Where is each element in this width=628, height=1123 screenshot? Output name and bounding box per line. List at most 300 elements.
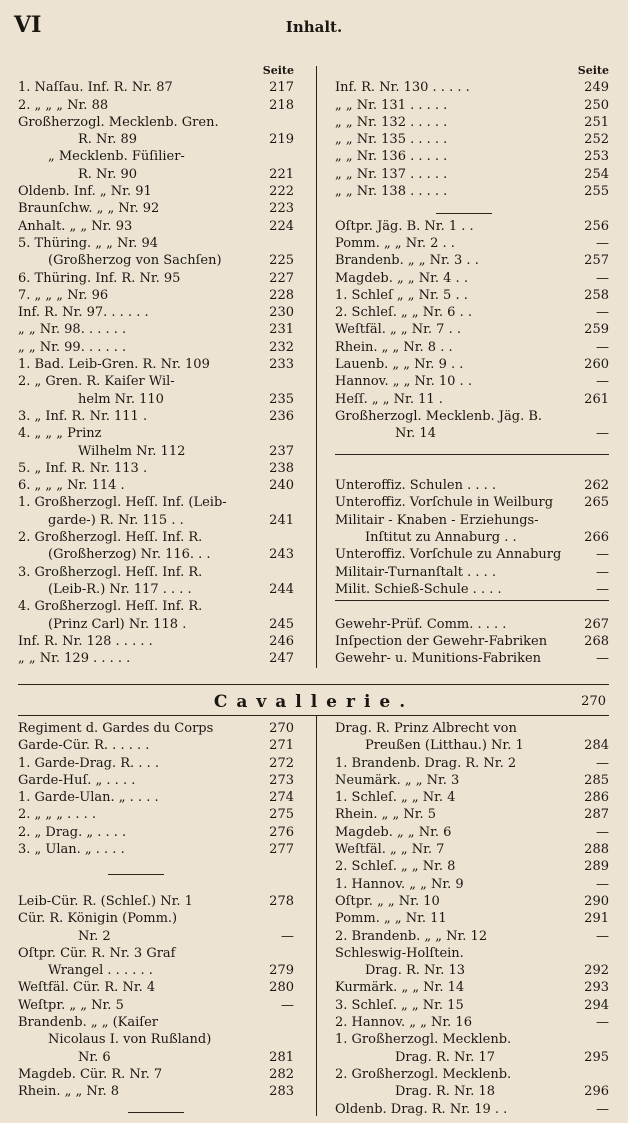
entry-label: 2. Großherzogl. Heſſ. Inf. R. — [18, 530, 203, 546]
toc-entry — [335, 962, 609, 979]
column-divider-bottom — [316, 716, 317, 1116]
toc-entry — [18, 200, 294, 217]
entry-label: Cür. R. Königin (Pomm.) — [18, 911, 178, 927]
entry-page-number: 230 — [269, 305, 294, 321]
entry-page-number: 245 — [269, 616, 294, 632]
section-heading-cavallerie — [0, 692, 628, 714]
entry-page-number: — — [596, 928, 609, 944]
entry-page-number: — — [596, 1101, 609, 1117]
entry-label: Nr. 6 — [78, 1049, 111, 1065]
entry-page-number: — — [596, 374, 609, 390]
entry-page-number: 260 — [584, 357, 609, 373]
entry-label: garde-) R. Nr. 115 . . — [48, 512, 184, 528]
toc-entry — [18, 824, 294, 841]
page-column-heading — [335, 62, 609, 79]
entry-page-number: 272 — [269, 755, 294, 771]
toc-entry — [335, 1066, 609, 1083]
rule-cavallerie — [18, 715, 609, 716]
entry-label: (Großherzog von Sachſen) — [48, 253, 222, 269]
entry-page-number: 267 — [584, 616, 609, 632]
entry-label: Milit. Schieß-Schule . . . . — [335, 581, 502, 597]
toc-entry — [335, 910, 609, 927]
entry-label: „ „ Nr. 129 . . . . . — [18, 651, 131, 667]
entry-label: 1. Hannov. „ „ Nr. 9 — [335, 876, 464, 892]
toc-entry — [18, 546, 294, 563]
entry-label: 3. „ Ulan. „ . . . . — [18, 842, 125, 858]
entry-page-number: — — [596, 755, 609, 771]
entry-label: helm Nr. 110 — [78, 391, 164, 407]
entry-page-number: 255 — [584, 184, 609, 200]
toc-entry — [335, 755, 609, 772]
entry-label: Großherzogl. Mecklenb. Gren. — [18, 114, 219, 130]
entry-label: (Großherzog) Nr. 116. . . — [48, 547, 211, 563]
entry-page-number: 286 — [584, 790, 609, 806]
spacer — [335, 200, 609, 217]
entry-label: Pomm. „ „ Nr. 2 . . — [335, 235, 455, 251]
entry-label: Weſtpr. „ „ Nr. 5 — [18, 997, 124, 1013]
entry-page-number: — — [596, 651, 609, 667]
entry-label: Anhalt. „ „ Nr. 93 — [18, 218, 133, 234]
entry-label: 2. „ Gren. R. Kaiſer Wil- — [18, 374, 175, 390]
toc-entry — [335, 356, 609, 373]
toc-entry — [18, 235, 294, 252]
toc-column-bottom-left — [18, 720, 294, 1101]
entry-page-number: — — [596, 270, 609, 286]
entry-label: Magdeb. „ „ Nr. 6 — [335, 824, 452, 840]
toc-entry — [335, 131, 609, 148]
entry-page-number: 273 — [269, 772, 294, 788]
toc-entry — [335, 148, 609, 165]
toc-entry — [18, 287, 294, 304]
entry-page-number: — — [596, 824, 609, 840]
entry-label: 6. Thüring. Inf. R. Nr. 95 — [18, 270, 181, 286]
section-page: 270 — [581, 694, 606, 709]
toc-entry — [335, 772, 609, 789]
toc-entry — [335, 235, 609, 252]
toc-entry — [335, 477, 609, 494]
entry-label: 2. Schleſ. „ „ Nr. 6 . . — [335, 305, 472, 321]
toc-entry — [18, 218, 294, 235]
entry-label: 3. Schleſ. „ „ Nr. 15 — [335, 997, 464, 1013]
entry-label: Gewehr-Prüf. Comm. . . . . — [335, 616, 507, 632]
entry-label: „ „ Nr. 137 . . . . . — [335, 166, 448, 182]
toc-entry — [18, 1083, 294, 1100]
entry-label: „ Mecklenb. Füſilier- — [48, 149, 185, 165]
entry-page-number: 223 — [269, 201, 294, 217]
entry-page-number: 292 — [584, 963, 609, 979]
entry-label: 1. Schleſ „ „ Nr. 5 . . — [335, 287, 468, 303]
entry-page-number: — — [596, 581, 609, 597]
toc-entry — [335, 425, 609, 442]
toc-entry — [18, 720, 294, 737]
entry-page-number: 262 — [584, 478, 609, 494]
spacer — [335, 443, 609, 460]
entry-label: Wrangel . . . . . . — [48, 963, 153, 979]
entry-label: 3. Großherzogl. Heſſ. Inf. R. — [18, 564, 203, 580]
toc-entry — [18, 114, 294, 131]
entry-page-number: 295 — [584, 1049, 609, 1065]
entry-label: Oſtpr. Cür. R. Nr. 3 Graf — [18, 945, 176, 961]
entry-page-number: 250 — [584, 97, 609, 113]
toc-entry — [18, 910, 294, 927]
entry-page-number: 240 — [269, 478, 294, 494]
entry-page-number: 293 — [584, 980, 609, 996]
toc-entry — [335, 806, 609, 823]
entry-label: 2. Hannov. „ „ Nr. 16 — [335, 1015, 472, 1031]
toc-entry — [335, 979, 609, 996]
entry-page-number: 253 — [584, 149, 609, 165]
entry-page-number: 238 — [269, 460, 294, 476]
entry-label: Drag. R. Nr. 13 — [365, 963, 465, 979]
entry-label: „ „ Nr. 98. . . . . . — [18, 322, 127, 338]
entry-page-number: 228 — [269, 287, 294, 303]
entry-label: Militair-Turnanſtalt . . . . — [335, 564, 497, 580]
toc-entry — [18, 477, 294, 494]
entry-label: (Prinz Carl) Nr. 118 . — [48, 616, 187, 632]
entry-label: Weſtfäl. Cür. R. Nr. 4 — [18, 980, 156, 996]
entry-page-number: 294 — [584, 997, 609, 1013]
entry-label: Rhein. „ „ Nr. 8 — [18, 1084, 120, 1100]
entry-label: 4. Großherzogl. Heſſ. Inf. R. — [18, 599, 203, 615]
toc-entry — [18, 270, 294, 287]
toc-entry — [335, 252, 609, 269]
entry-page-number: 268 — [584, 633, 609, 649]
toc-entry — [18, 737, 294, 754]
toc-entry — [18, 564, 294, 581]
entry-label: 2. „ „ „ Nr. 88 — [18, 97, 109, 113]
entry-label: Unteroffiz. Vorſchule zu Annaburg — [335, 547, 562, 563]
entry-label: „ „ Nr. 138 . . . . . — [335, 184, 448, 200]
toc-entry — [18, 945, 294, 962]
entry-label: Neumärk. „ „ Nr. 3 — [335, 772, 460, 788]
entry-page-number: 244 — [269, 581, 294, 597]
toc-entry — [18, 1066, 294, 1083]
entry-label: „ „ Nr. 136 . . . . . — [335, 149, 448, 165]
rule-leib-cuer — [108, 874, 164, 875]
toc-entry — [335, 1049, 609, 1066]
entry-page-number: 232 — [269, 339, 294, 355]
entry-page-number: 274 — [269, 790, 294, 806]
entry-page-number: 276 — [269, 824, 294, 840]
entry-page-number: 282 — [269, 1066, 294, 1082]
entry-page-number: 283 — [269, 1084, 294, 1100]
entry-page-number: — — [596, 305, 609, 321]
entry-page-number: 265 — [584, 495, 609, 511]
toc-entry — [335, 79, 609, 96]
entry-page-number: 241 — [269, 512, 294, 528]
entry-label: 2. Schleſ. „ „ Nr. 8 — [335, 859, 456, 875]
entry-page-number: — — [596, 564, 609, 580]
entry-page-number: 249 — [584, 80, 609, 96]
entry-page-number: — — [596, 876, 609, 892]
toc-entry — [335, 1031, 609, 1048]
entry-label: Großherzogl. Mecklenb. Jäg. B. — [335, 408, 543, 424]
toc-entry — [18, 183, 294, 200]
entry-label: Inf. R. Nr. 128 . . . . . — [18, 633, 153, 649]
entry-page-number: 227 — [269, 270, 294, 286]
entry-page-number: 235 — [269, 391, 294, 407]
entry-page-number: 233 — [269, 357, 294, 373]
entry-label: Garde-Huſ. „ . . . . — [18, 772, 136, 788]
entry-page-number: 277 — [269, 842, 294, 858]
entry-page-number: 236 — [269, 408, 294, 424]
toc-column-top-left — [18, 62, 294, 667]
entry-label: Rhein. „ „ Nr. 8 . . — [335, 339, 453, 355]
entry-label: Magdeb. Cür. R. Nr. 7 — [18, 1066, 163, 1082]
entry-label: Hannov. „ „ Nr. 10 . . — [335, 374, 472, 390]
toc-entry — [18, 339, 294, 356]
entry-label: Brandenb. „ „ (Kaiſer — [18, 1015, 159, 1031]
entry-page-number: 219 — [269, 132, 294, 148]
toc-entry — [18, 772, 294, 789]
entry-label: 2. „ „ „ . . . . — [18, 807, 97, 823]
toc-entry — [335, 737, 609, 754]
toc-entry — [335, 321, 609, 338]
entry-label: Kurmärk. „ „ Nr. 14 — [335, 980, 465, 996]
entry-page-number: 280 — [269, 980, 294, 996]
toc-entry — [18, 633, 294, 650]
toc-entry — [335, 1101, 609, 1118]
toc-entry — [18, 460, 294, 477]
toc-entry — [335, 720, 609, 737]
toc-entry — [18, 166, 294, 183]
rule-gewehr — [335, 600, 609, 601]
entry-page-number: 231 — [269, 322, 294, 338]
rule-jaeger — [436, 213, 492, 214]
entry-page-number: 290 — [584, 893, 609, 909]
entry-page-number: 281 — [269, 1049, 294, 1065]
entry-label: Inf. R. Nr. 130 . . . . . — [335, 80, 470, 96]
toc-entry — [335, 114, 609, 131]
entry-label: Unteroffiz. Vorſchule in Weilburg — [335, 495, 554, 511]
toc-entry — [18, 806, 294, 823]
entry-label: Leib-Cür. R. (Schleſ.) Nr. 1 — [18, 893, 193, 909]
toc-entry — [335, 650, 609, 667]
entry-page-number: — — [596, 339, 609, 355]
entry-page-number: 261 — [584, 391, 609, 407]
toc-entry — [18, 131, 294, 148]
entry-page-number: Seite — [262, 64, 294, 77]
entry-page-number: 221 — [269, 166, 294, 182]
entry-page-number: — — [596, 235, 609, 251]
entry-page-number: 287 — [584, 807, 609, 823]
entry-label: Militair - Knaben - Erziehungs- — [335, 512, 539, 528]
entry-page-number: 247 — [269, 651, 294, 667]
entry-label: Weſtfäl. „ „ Nr. 7 . . — [335, 322, 461, 338]
entry-page-number: — — [596, 547, 609, 563]
toc-entry — [18, 928, 294, 945]
entry-page-number: 284 — [584, 738, 609, 754]
toc-entry — [18, 391, 294, 408]
entry-label: 2. Brandenb. „ „ Nr. 12 — [335, 928, 488, 944]
entry-page-number: 246 — [269, 633, 294, 649]
toc-entry — [335, 858, 609, 875]
toc-entry — [18, 494, 294, 511]
toc-entry — [335, 287, 609, 304]
entry-page-number: — — [281, 928, 294, 944]
toc-entry — [335, 494, 609, 511]
entry-label: 5. „ Inf. R. Nr. 113 . — [18, 460, 148, 476]
entry-page-number: 285 — [584, 772, 609, 788]
toc-entry — [18, 598, 294, 615]
entry-label: 1. Garde-Drag. R. . . . — [18, 755, 159, 771]
toc-entry — [335, 841, 609, 858]
toc-entry — [335, 166, 609, 183]
entry-label: „ „ Nr. 135 . . . . . — [335, 132, 448, 148]
entry-label: (Leib-R.) Nr. 117 . . . . — [48, 581, 192, 597]
toc-entry — [18, 616, 294, 633]
toc-entry — [335, 824, 609, 841]
section-title: Cavallerie. — [213, 692, 415, 712]
entry-label: Oſtpr. Jäg. B. Nr. 1 . . — [335, 218, 474, 234]
entry-page-number: 256 — [584, 218, 609, 234]
entry-label: Drag. R. Nr. 18 — [395, 1084, 495, 1100]
toc-entry — [335, 789, 609, 806]
entry-page-number: 218 — [269, 97, 294, 113]
toc-entry — [18, 581, 294, 598]
entry-page-number: 217 — [269, 80, 294, 96]
entry-label: Inf. R. Nr. 97. . . . . . — [18, 305, 149, 321]
entry-page-number: 279 — [269, 963, 294, 979]
rule-bottom-left-end — [128, 1112, 184, 1113]
toc-entry — [335, 97, 609, 114]
toc-entry — [335, 218, 609, 235]
entry-label: 1. Bad. Leib-Gren. R. Nr. 109 — [18, 357, 210, 373]
entry-label: „ „ Nr. 132 . . . . . — [335, 114, 448, 130]
toc-entry — [18, 356, 294, 373]
entry-page-number: 251 — [584, 114, 609, 130]
toc-entry — [335, 1083, 609, 1100]
entry-label: Preußen (Litthau.) Nr. 1 — [365, 738, 524, 754]
toc-entry — [18, 529, 294, 546]
entry-page-number: 222 — [269, 184, 294, 200]
toc-entry — [18, 1014, 294, 1031]
entry-label: Regiment d. Gardes du Corps — [18, 721, 214, 736]
toc-entry — [335, 1014, 609, 1031]
entry-page-number: 257 — [584, 253, 609, 269]
rule-infanterie-end — [18, 684, 609, 685]
entry-label: 1. Naſſau. Inf. R. Nr. 87 — [18, 80, 173, 96]
entry-label: Inſpection der Gewehr-Fabriken — [335, 633, 548, 649]
entry-label: R. Nr. 90 — [78, 166, 138, 182]
toc-entry — [18, 979, 294, 996]
entry-label: 2. „ Drag. „ . . . . — [18, 824, 127, 840]
toc-entry — [18, 79, 294, 96]
toc-entry — [18, 997, 294, 1014]
entry-label: Brandenb. „ „ Nr. 3 . . — [335, 253, 479, 269]
toc-entry — [335, 529, 609, 546]
toc-entry — [18, 425, 294, 442]
toc-entry — [335, 512, 609, 529]
entry-page-number: 254 — [584, 166, 609, 182]
toc-entry — [335, 945, 609, 962]
entry-label: Magdeb. „ „ Nr. 4 . . — [335, 270, 468, 286]
entry-page-number: — — [596, 1015, 609, 1031]
entry-page-number: 278 — [269, 893, 294, 909]
entry-page-number: 289 — [584, 859, 609, 875]
toc-entry — [335, 391, 609, 408]
entry-page-number: 288 — [584, 842, 609, 858]
entry-label: 3. „ Inf. R. Nr. 111 . — [18, 408, 148, 424]
toc-entry — [18, 1031, 294, 1048]
toc-entry — [18, 1049, 294, 1066]
entry-label: 2. Großherzogl. Mecklenb. — [335, 1066, 512, 1082]
entry-label: „ „ Nr. 131 . . . . . — [335, 97, 448, 113]
toc-entry — [335, 928, 609, 945]
toc-entry — [335, 270, 609, 287]
entry-label: 5. Thüring. „ „ Nr. 94 — [18, 235, 158, 251]
entry-label: „ „ Nr. 99. . . . . . — [18, 339, 127, 355]
toc-column-top-right — [335, 62, 609, 667]
toc-entry — [18, 893, 294, 910]
entry-page-number: Seite — [577, 64, 609, 77]
toc-entry — [335, 408, 609, 425]
entry-page-number: 275 — [269, 807, 294, 823]
toc-entry — [18, 148, 294, 165]
entry-page-number: 237 — [269, 443, 294, 459]
toc-entry — [335, 581, 609, 598]
entry-label: Garde-Cür. R. . . . . . — [18, 738, 150, 754]
spacer — [18, 876, 294, 893]
entry-label: 6. „ „ „ Nr. 114 . — [18, 478, 125, 494]
entry-page-number: — — [596, 426, 609, 442]
toc-entry — [335, 546, 609, 563]
toc-entry — [18, 252, 294, 269]
entry-label: Gewehr- u. Munitions-Fabriken — [335, 651, 542, 667]
entry-label: Pomm. „ „ Nr. 11 — [335, 911, 447, 927]
page-number: VI — [14, 12, 42, 38]
entry-label: 1. Garde-Ulan. „ . . . . — [18, 790, 159, 806]
toc-entry — [335, 616, 609, 633]
rule-schulen — [335, 454, 609, 455]
entry-label: Drag. R. Nr. 17 — [395, 1049, 495, 1065]
entry-page-number: 224 — [269, 218, 294, 234]
entry-page-number: — — [281, 997, 294, 1013]
entry-label: Braunſchw. „ „ Nr. 92 — [18, 201, 160, 217]
entry-page-number: 252 — [584, 132, 609, 148]
toc-entry — [335, 304, 609, 321]
entry-label: 1. Großherzogl. Mecklenb. — [335, 1032, 512, 1048]
entry-label: Wilhelm Nr. 112 — [78, 443, 186, 459]
entry-page-number: 291 — [584, 911, 609, 927]
page-header — [0, 12, 628, 42]
toc-entry — [18, 789, 294, 806]
entry-label: Lauenb. „ „ Nr. 9 . . — [335, 357, 464, 373]
toc-entry — [335, 893, 609, 910]
toc-entry — [18, 512, 294, 529]
toc-column-bottom-right — [335, 720, 609, 1118]
toc-entry — [18, 443, 294, 460]
entry-label: 1. Schleſ. „ „ Nr. 4 — [335, 790, 456, 806]
entry-label: Oſtpr. „ „ Nr. 10 — [335, 893, 440, 909]
page-column-heading — [18, 62, 294, 79]
toc-entry — [335, 876, 609, 893]
entry-page-number: 225 — [269, 253, 294, 269]
entry-label: Heſſ. „ „ Nr. 11 . — [335, 391, 443, 407]
entry-label: Nr. 14 — [395, 426, 436, 442]
toc-entry — [335, 339, 609, 356]
toc-entry — [18, 962, 294, 979]
entry-label: R. Nr. 89 — [78, 132, 138, 148]
entry-page-number: 296 — [584, 1084, 609, 1100]
entry-label: 1. Brandenb. Drag. R. Nr. 2 — [335, 755, 517, 771]
entry-label: Oldenb. Drag. R. Nr. 19 . . — [335, 1101, 508, 1117]
entry-page-number: 266 — [584, 530, 609, 546]
entry-page-number: 243 — [269, 547, 294, 563]
entry-label: Rhein. „ „ Nr. 5 — [335, 807, 437, 823]
entry-label: 1. Großherzogl. Heſſ. Inf. (Leib- — [18, 495, 227, 511]
toc-entry — [335, 633, 609, 650]
